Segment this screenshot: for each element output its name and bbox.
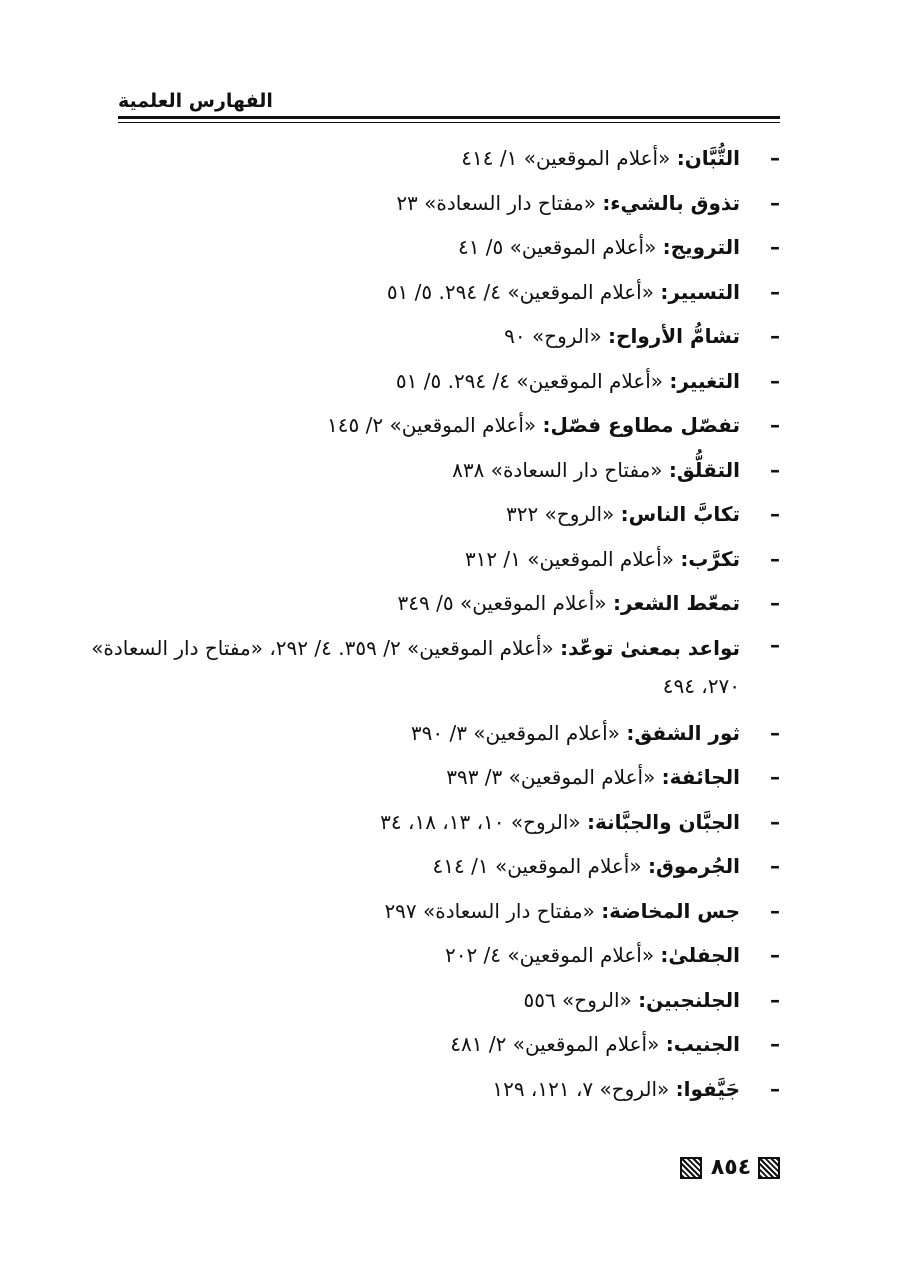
entry-term: التغيير: — [669, 368, 740, 393]
index-entry — [90, 270, 780, 315]
ornament-icon — [682, 1159, 700, 1177]
entry-reference: «أعلام الموقعين» ٢/ ١٤٥ — [327, 413, 537, 437]
entry-dash: – — [770, 765, 780, 789]
header-rule-thick — [118, 116, 780, 119]
entry-dash: – — [770, 413, 780, 437]
index-entry — [90, 800, 780, 845]
entry-reference: «أعلام الموقعين» ٣/ ٣٩٣ — [446, 765, 656, 789]
entry-term: تشامُّ الأرواح: — [608, 324, 740, 348]
header-title: الفهارس العلمية — [118, 90, 273, 112]
index-entry — [90, 844, 780, 889]
entry-reference: «أعلام الموقعين» ٤/ ٢٩٤. ٥/ ٥١ — [386, 279, 654, 304]
entry-term: تواعد بمعنىٰ توعّد: — [560, 635, 740, 660]
entry-term: تكابَّ الناس: — [620, 502, 740, 526]
entry-reference: «الروح» ١٠، ١٣، ١٨، ٣٤ — [380, 809, 581, 834]
page-footer — [680, 1152, 780, 1186]
entry-dash: – — [770, 324, 780, 348]
entry-reference: «أعلام الموقعين» ٥/ ٤١ — [457, 235, 657, 259]
entry-reference: «أعلام الموقعين» ٢/ ٣٥٩. ٤/ ٢٩٢، «مفتاح دار السعادة» ٢٧٠، ٤٩٤ — [91, 635, 740, 698]
entry-dash: – — [770, 720, 780, 745]
entry-term: جَيَّفوا: — [675, 1076, 740, 1101]
entry-dash: – — [770, 632, 780, 657]
entry-term: الترويج: — [662, 235, 740, 259]
entry-term: الجفلىٰ: — [660, 943, 740, 967]
index-entry — [90, 933, 780, 978]
ornament-icon — [760, 1159, 778, 1177]
entry-term: الجنيب: — [665, 1032, 740, 1056]
entry-dash: – — [770, 235, 780, 259]
header-rule-thin — [118, 122, 780, 123]
entry-dash: – — [770, 943, 780, 967]
entry-term: ثور الشفق: — [626, 720, 740, 745]
entry-term: الجبَّان والجبَّانة: — [586, 809, 740, 834]
entry-dash: – — [770, 368, 780, 393]
index-entry — [90, 181, 780, 226]
index-entry — [90, 1022, 780, 1067]
entry-reference: «مفتاح دار السعادة» ٨٣٨ — [452, 457, 663, 482]
entry-reference: «أعلام الموقعين» ٤/ ٢٩٤. ٥/ ٥١ — [395, 368, 664, 393]
index-entry — [90, 314, 780, 359]
running-header — [118, 88, 780, 114]
page-number: ٨٥٤ — [710, 1155, 752, 1180]
index-entry — [90, 889, 780, 934]
entry-dash: – — [770, 279, 780, 304]
entry-term: التقلُّق: — [668, 457, 740, 482]
entry-reference: «الروح» ٧، ١٢١، ١٢٩ — [492, 1076, 670, 1101]
index-entry — [90, 581, 780, 626]
entry-dash: – — [770, 898, 780, 923]
entry-reference: «أعلام الموقعين» ١/ ٤١٤ — [461, 146, 671, 170]
index-entry — [90, 359, 780, 404]
index-entry — [90, 403, 780, 448]
entry-dash: – — [770, 146, 780, 170]
index-entry — [90, 537, 780, 582]
entry-reference: «مفتاح دار السعادة» ٢٣ — [396, 190, 596, 215]
index-entry — [90, 448, 780, 493]
entry-reference: «مفتاح دار السعادة» ٢٩٧ — [384, 898, 595, 923]
entry-term: تذوق بالشيء: — [602, 190, 740, 215]
entry-dash: – — [770, 854, 780, 878]
index-entry — [90, 626, 780, 711]
entry-dash: – — [770, 457, 780, 482]
entry-term: تفصّل مطاوع فصّل: — [542, 413, 740, 437]
entry-reference: «الروح» ٩٠ — [504, 324, 602, 348]
entry-term: التُّبَّان: — [676, 146, 740, 170]
index-entry — [90, 755, 780, 800]
entry-dash: – — [770, 1076, 780, 1101]
entry-term: الجُرموق: — [647, 854, 740, 878]
index-entry — [90, 1067, 780, 1112]
entry-term: الجائفة: — [661, 765, 740, 789]
entry-reference: «أعلام الموقعين» ١/ ٤١٤ — [432, 854, 642, 878]
entry-term: الجلنجبين: — [638, 987, 740, 1012]
index-entry — [90, 978, 780, 1023]
entry-dash: – — [770, 190, 780, 215]
index-entry — [90, 711, 780, 756]
entry-dash: – — [770, 502, 780, 526]
entry-reference: «أعلام الموقعين» ١/ ٣١٢ — [464, 546, 674, 571]
entry-term: التسيير: — [660, 279, 740, 304]
entry-term: تكرَّب: — [680, 546, 740, 571]
entry-reference: «أعلام الموقعين» ٢/ ٤٨١ — [450, 1032, 660, 1056]
entry-dash: – — [770, 546, 780, 571]
entry-term: جس المخاضة: — [601, 898, 740, 923]
entry-dash: – — [770, 809, 780, 834]
entry-reference: «الروح» ٥٥٦ — [523, 987, 632, 1012]
entry-term: تمعّط الشعر: — [612, 591, 740, 615]
index-entry-list — [90, 136, 780, 1111]
entry-reference: «أعلام الموقعين» ٥/ ٣٤٩ — [397, 591, 607, 615]
entry-reference: «الروح» ٣٢٢ — [505, 502, 615, 526]
entry-reference: «أعلام الموقعين» ٣/ ٣٩٠ — [410, 720, 620, 745]
index-entry — [90, 225, 780, 270]
entry-reference: «أعلام الموقعين» ٤/ ٢٠٢ — [444, 943, 655, 967]
index-entry — [90, 492, 780, 537]
entry-dash: – — [770, 1032, 780, 1056]
entry-dash: – — [770, 591, 780, 615]
index-entry — [90, 136, 780, 181]
entry-dash: – — [770, 987, 780, 1012]
